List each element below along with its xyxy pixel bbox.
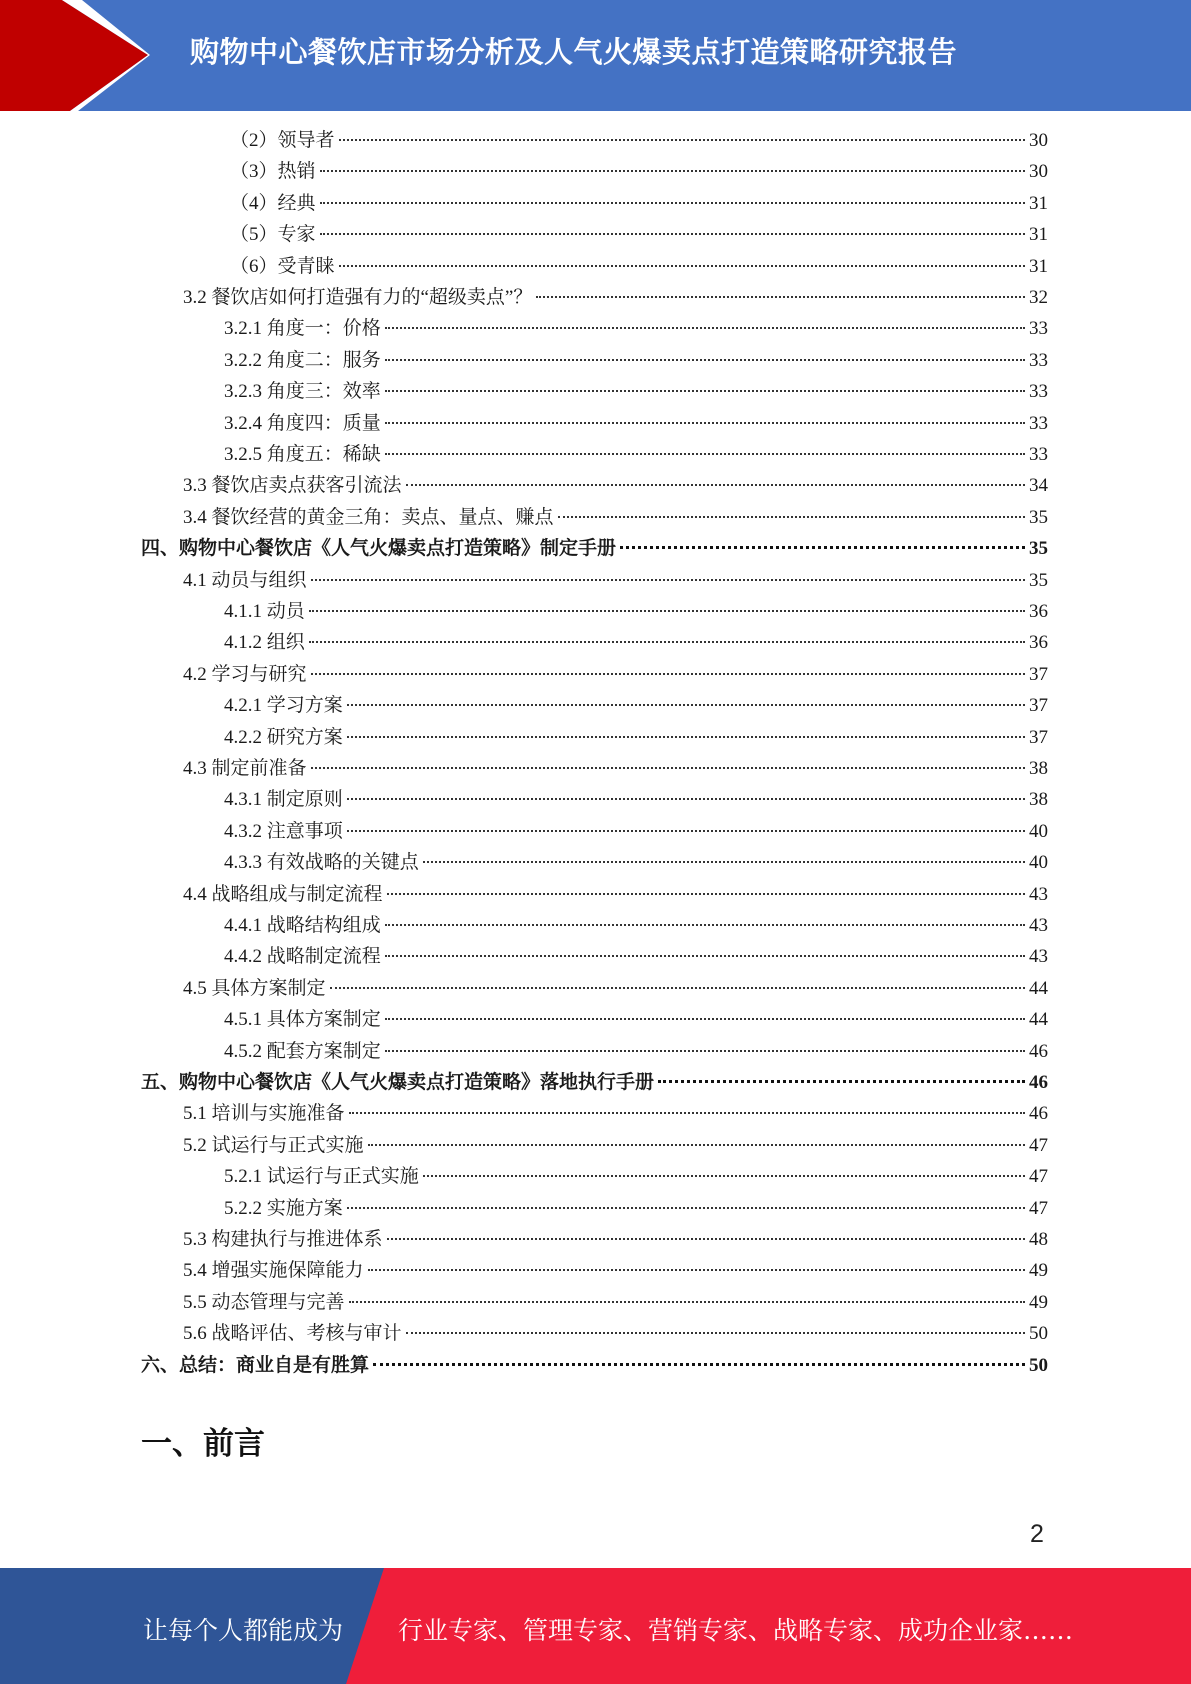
toc-dot-leader (349, 1112, 1025, 1114)
toc-entry[interactable] (224, 410, 1048, 438)
toc-entry-page: 47 (1029, 1197, 1048, 1219)
toc-dot-leader (368, 1144, 1025, 1146)
toc-entry-page: 50 (1029, 1354, 1048, 1376)
page-header-banner (0, 0, 1191, 111)
toc-entry[interactable] (183, 472, 1048, 500)
toc-entry[interactable] (230, 127, 1048, 155)
toc-entry[interactable] (141, 1352, 1048, 1380)
toc-entry[interactable] (230, 221, 1048, 249)
toc-entry[interactable] (183, 1320, 1048, 1348)
toc-dot-leader (406, 484, 1025, 486)
header-arrow-decoration (0, 0, 160, 111)
toc-dot-leader (385, 1018, 1025, 1020)
toc-entry-title: 4.2.2 研究方案 (224, 726, 343, 748)
toc-dot-leader (320, 202, 1025, 204)
toc-entry-page: 37 (1029, 726, 1048, 748)
toc-entry[interactable] (183, 1257, 1048, 1285)
toc-entry-title: 4.2 学习与研究 (183, 663, 307, 685)
toc-entry-title: （4）经典 (230, 192, 316, 214)
toc-entry-title: 3.2 餐饮店如何打造强有力的“超级卖点”？ (183, 287, 533, 308)
toc-dot-leader (558, 516, 1025, 518)
toc-entry-page: 35 (1029, 538, 1048, 560)
toc-entry-title: 5.3 构建执行与推进体系 (183, 1229, 383, 1250)
toc-entry-title: 五、购物中心餐饮店《人气火爆卖点打造策略》落地执行手册 (141, 1072, 655, 1093)
toc-entry-title: 4.4.1 战略结构组成 (224, 915, 381, 936)
toc-entry[interactable] (141, 1069, 1048, 1097)
toc-entry-page: 36 (1029, 601, 1048, 622)
toc-entry-page: 31 (1029, 255, 1048, 277)
toc-entry-page: 46 (1029, 1072, 1048, 1093)
toc-dot-leader (339, 265, 1025, 267)
toc-entry[interactable] (183, 975, 1048, 1003)
toc-entry-title: 5.2 试运行与正式实施 (183, 1134, 364, 1156)
toc-entry-page: 47 (1029, 1166, 1048, 1188)
toc-dot-leader (368, 1269, 1025, 1271)
toc-entry-page: 32 (1029, 287, 1048, 308)
toc-entry-title: 3.2.1 角度一：价格 (224, 318, 381, 340)
toc-entry-title: 4.2.1 学习方案 (224, 695, 343, 717)
toc-entry[interactable] (224, 818, 1048, 846)
toc-dot-leader (309, 610, 1025, 612)
toc-entry-title: 4.1.2 组织 (224, 632, 305, 654)
toc-entry-page: 30 (1029, 130, 1048, 151)
toc-entry[interactable] (224, 786, 1048, 814)
toc-entry-title: 4.4.2 战略制定流程 (224, 946, 381, 968)
toc-dot-leader (385, 359, 1025, 361)
toc-dot-leader (311, 767, 1025, 769)
toc-entry-title: 3.3 餐饮店卖点获客引流法 (183, 475, 402, 497)
toc-entry[interactable] (183, 567, 1048, 595)
toc-dot-leader (385, 1050, 1025, 1052)
toc-entry-page: 33 (1029, 318, 1048, 340)
toc-entry-page: 43 (1029, 946, 1048, 968)
toc-entry[interactable] (183, 1226, 1048, 1254)
toc-dot-leader (385, 327, 1025, 329)
toc-entry-page: 49 (1029, 1291, 1048, 1313)
toc-dot-leader (385, 924, 1025, 926)
toc-entry[interactable] (183, 1132, 1048, 1160)
toc-entry-title: 4.4 战略组成与制定流程 (183, 883, 383, 905)
toc-entry-page: 35 (1029, 569, 1048, 591)
toc-dot-leader (320, 233, 1025, 235)
toc-entry[interactable] (224, 1195, 1048, 1223)
toc-entry[interactable] (183, 1100, 1048, 1128)
toc-dot-leader (385, 453, 1025, 455)
toc-entry-page: 37 (1029, 695, 1048, 717)
toc-entry-title: 4.5 具体方案制定 (183, 977, 326, 999)
report-title: 购物中心餐饮店市场分析及人气火爆卖点打造策略研究报告 (190, 35, 958, 69)
toc-dot-leader (658, 1080, 1025, 1083)
toc-entry[interactable] (224, 378, 1048, 406)
toc-entry-page: 49 (1029, 1260, 1048, 1282)
toc-entry[interactable] (224, 441, 1048, 469)
toc-dot-leader (347, 830, 1025, 832)
toc-entry-page: 43 (1029, 915, 1048, 936)
toc-entry[interactable] (224, 1006, 1048, 1034)
toc-entry-title: 4.5.1 具体方案制定 (224, 1009, 381, 1031)
toc-entry-page: 35 (1029, 506, 1048, 528)
toc-entry[interactable] (230, 253, 1048, 281)
toc-entry-title: 4.3.3 有效战略的关键点 (224, 852, 419, 874)
toc-entry[interactable] (224, 724, 1048, 752)
toc-entry-title: （5）专家 (230, 224, 316, 246)
toc-entry-title: 3.2.2 角度二：服务 (224, 349, 381, 371)
toc-entry-title: 3.2.4 角度四：质量 (224, 412, 381, 434)
toc-entry-title: 4.1.1 动员 (224, 601, 305, 622)
toc-dot-leader (385, 390, 1025, 392)
toc-entry[interactable] (224, 347, 1048, 375)
toc-entry-page: 43 (1029, 883, 1048, 905)
toc-dot-leader (339, 139, 1025, 141)
toc-dot-leader (406, 1332, 1025, 1334)
toc-dot-leader (347, 736, 1025, 738)
toc-entry-title: 3.2.5 角度五：稀缺 (224, 444, 381, 465)
toc-entry[interactable] (224, 912, 1048, 940)
toc-entry[interactable] (224, 1163, 1048, 1191)
toc-entry[interactable] (224, 1038, 1048, 1066)
toc-dot-leader (320, 170, 1025, 172)
toc-entry-page: 33 (1029, 444, 1048, 465)
toc-entry-title: 5.2.2 实施方案 (224, 1197, 343, 1219)
toc-entry[interactable] (230, 158, 1048, 186)
toc-entry-page: 33 (1029, 349, 1048, 371)
toc-entry-title: 4.1 动员与组织 (183, 569, 307, 591)
toc-entry-title: 4.5.2 配套方案制定 (224, 1040, 381, 1062)
toc-entry-page: 44 (1029, 977, 1048, 999)
toc-entry-page: 37 (1029, 663, 1048, 685)
toc-dot-leader (423, 861, 1025, 863)
footer-slogan-right: 行业专家、管理专家、营销专家、战略专家、成功企业家…… (398, 1616, 1074, 1645)
toc-entry-title: （3）热销 (230, 161, 316, 183)
footer-slogan-left: 让每个人都能成为 (143, 1616, 344, 1645)
toc-entry-title: 4.3.1 制定原则 (224, 789, 343, 811)
toc-dot-leader (347, 704, 1025, 706)
toc-dot-leader (311, 673, 1025, 675)
toc-entry[interactable] (183, 755, 1048, 783)
toc-entry-title: 5.1 培训与实施准备 (183, 1103, 345, 1125)
toc-entry-title: 5.4 增强实施保障能力 (183, 1260, 364, 1282)
toc-entry[interactable] (224, 315, 1048, 343)
toc-entry-page: 48 (1029, 1229, 1048, 1250)
toc-dot-leader (620, 546, 1025, 549)
toc-entry-page: 31 (1029, 224, 1048, 246)
toc-dot-leader (387, 1238, 1025, 1240)
toc-entry[interactable] (183, 881, 1048, 909)
toc-dot-leader (385, 422, 1025, 424)
section-heading: 一、前言 (141, 1426, 265, 1462)
toc-entry-title: （2）领导者 (230, 130, 335, 151)
toc-entry-page: 44 (1029, 1009, 1048, 1031)
toc-entry[interactable] (230, 190, 1048, 218)
toc-entry[interactable] (224, 849, 1048, 877)
toc-entry[interactable] (224, 943, 1048, 971)
toc-entry-title: （6）受青睐 (230, 255, 335, 277)
toc-dot-leader (387, 893, 1025, 895)
toc-entry-page: 33 (1029, 381, 1048, 403)
toc-dot-leader (347, 1207, 1025, 1209)
toc-entry-page: 47 (1029, 1134, 1048, 1156)
toc-entry-page: 38 (1029, 789, 1048, 811)
toc-entry[interactable] (183, 1289, 1048, 1317)
page-number: 2 (1030, 1520, 1044, 1548)
toc-entry-page: 33 (1029, 412, 1048, 434)
toc-entry[interactable] (141, 535, 1048, 563)
toc-entry-title: 5.5 动态管理与完善 (183, 1291, 345, 1313)
toc-dot-leader (309, 641, 1025, 643)
toc-entry-title: 5.2.1 试运行与正式实施 (224, 1166, 419, 1188)
toc-entry[interactable] (183, 504, 1048, 532)
toc-entry-page: 40 (1029, 852, 1048, 874)
toc-dot-leader (423, 1175, 1025, 1177)
toc-dot-leader (536, 296, 1025, 298)
toc-entry[interactable] (224, 598, 1048, 626)
toc-entry[interactable] (183, 661, 1048, 689)
toc-entry-title: 4.3.2 注意事项 (224, 820, 343, 842)
toc-entry-page: 34 (1029, 475, 1048, 497)
toc-entry-page: 31 (1029, 192, 1048, 214)
toc-entry[interactable] (224, 629, 1048, 657)
toc-entry-title: 3.2.3 角度三：效率 (224, 381, 381, 403)
toc-entry-page: 46 (1029, 1040, 1048, 1062)
toc-entry-page: 38 (1029, 758, 1048, 779)
toc-entry-page: 40 (1029, 820, 1048, 842)
toc-entry-title: 3.4 餐饮经营的黄金三角：卖点、量点、赚点 (183, 506, 554, 528)
toc-entry-page: 30 (1029, 161, 1048, 183)
toc-dot-leader (347, 798, 1025, 800)
toc-entry-title: 六、总结：商业自是有胜算 (141, 1354, 370, 1376)
toc-entry-page: 36 (1029, 632, 1048, 654)
page-footer-banner (0, 1568, 1191, 1684)
toc-entry-title: 4.3 制定前准备 (183, 758, 307, 779)
toc-entry[interactable] (183, 284, 1048, 312)
toc-dot-leader (330, 987, 1025, 989)
toc-dot-leader (311, 579, 1025, 581)
toc-entry-title: 5.6 战略评估、考核与审计 (183, 1323, 402, 1345)
toc-entry-page: 46 (1029, 1103, 1048, 1125)
toc-entry-page: 50 (1029, 1323, 1048, 1345)
toc-dot-leader (385, 955, 1025, 957)
toc-entry[interactable] (224, 692, 1048, 720)
toc-entry-title: 四、购物中心餐饮店《人气火爆卖点打造策略》制定手册 (141, 538, 617, 560)
toc-dot-leader (349, 1301, 1025, 1303)
toc-dot-leader (373, 1363, 1025, 1366)
